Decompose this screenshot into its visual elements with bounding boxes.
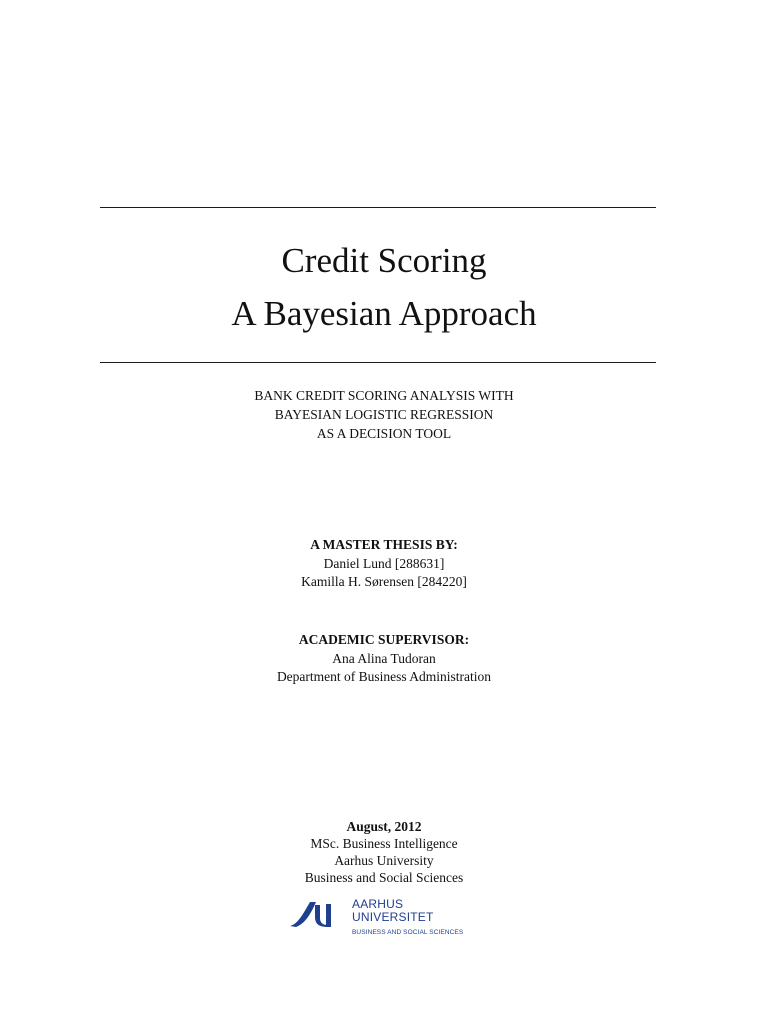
university-name: Aarhus University bbox=[334, 853, 434, 868]
submission-date: August, 2012 bbox=[346, 819, 422, 834]
logo-line-2: UNIVERSITET bbox=[352, 910, 434, 924]
subtitle-line-2: BAYESIAN LOGISTIC REGRESSION bbox=[274, 407, 494, 422]
authors-heading: A MASTER THESIS BY: bbox=[310, 537, 458, 552]
footer-section bbox=[0, 818, 768, 886]
university-logo bbox=[288, 896, 478, 944]
document-subtitle bbox=[0, 386, 768, 443]
bottom-divider bbox=[100, 362, 656, 363]
document-title bbox=[0, 234, 768, 340]
faculty-name: Business and Social Sciences bbox=[304, 870, 464, 885]
title-line-2: A Bayesian Approach bbox=[231, 294, 537, 333]
top-divider bbox=[100, 207, 656, 208]
title-line-1: Credit Scoring bbox=[281, 241, 487, 280]
logo-line-3: BUSINESS AND SOCIAL SCIENCES bbox=[352, 929, 464, 936]
supervisor-name: Ana Alina Tudoran bbox=[332, 650, 436, 666]
authors-section bbox=[0, 536, 768, 592]
supervisor-section bbox=[0, 631, 768, 687]
subtitle-line-1: BANK CREDIT SCORING ANALYSIS WITH bbox=[254, 388, 514, 403]
supervisor-department: Department of Business Administration bbox=[276, 669, 492, 684]
logo-wordmark bbox=[352, 898, 463, 939]
logo-line-1: AARHUS bbox=[352, 897, 404, 911]
aarhus-wave-icon bbox=[288, 896, 348, 932]
author-name-1: Daniel Lund [288631] bbox=[323, 555, 445, 571]
subtitle-line-3: AS A DECISION TOOL bbox=[316, 426, 452, 441]
program-name: MSc. Business Intelligence bbox=[310, 836, 458, 851]
author-name-2: Kamilla H. Sørensen [284220] bbox=[301, 574, 467, 589]
supervisor-heading: ACADEMIC SUPERVISOR: bbox=[298, 632, 470, 647]
